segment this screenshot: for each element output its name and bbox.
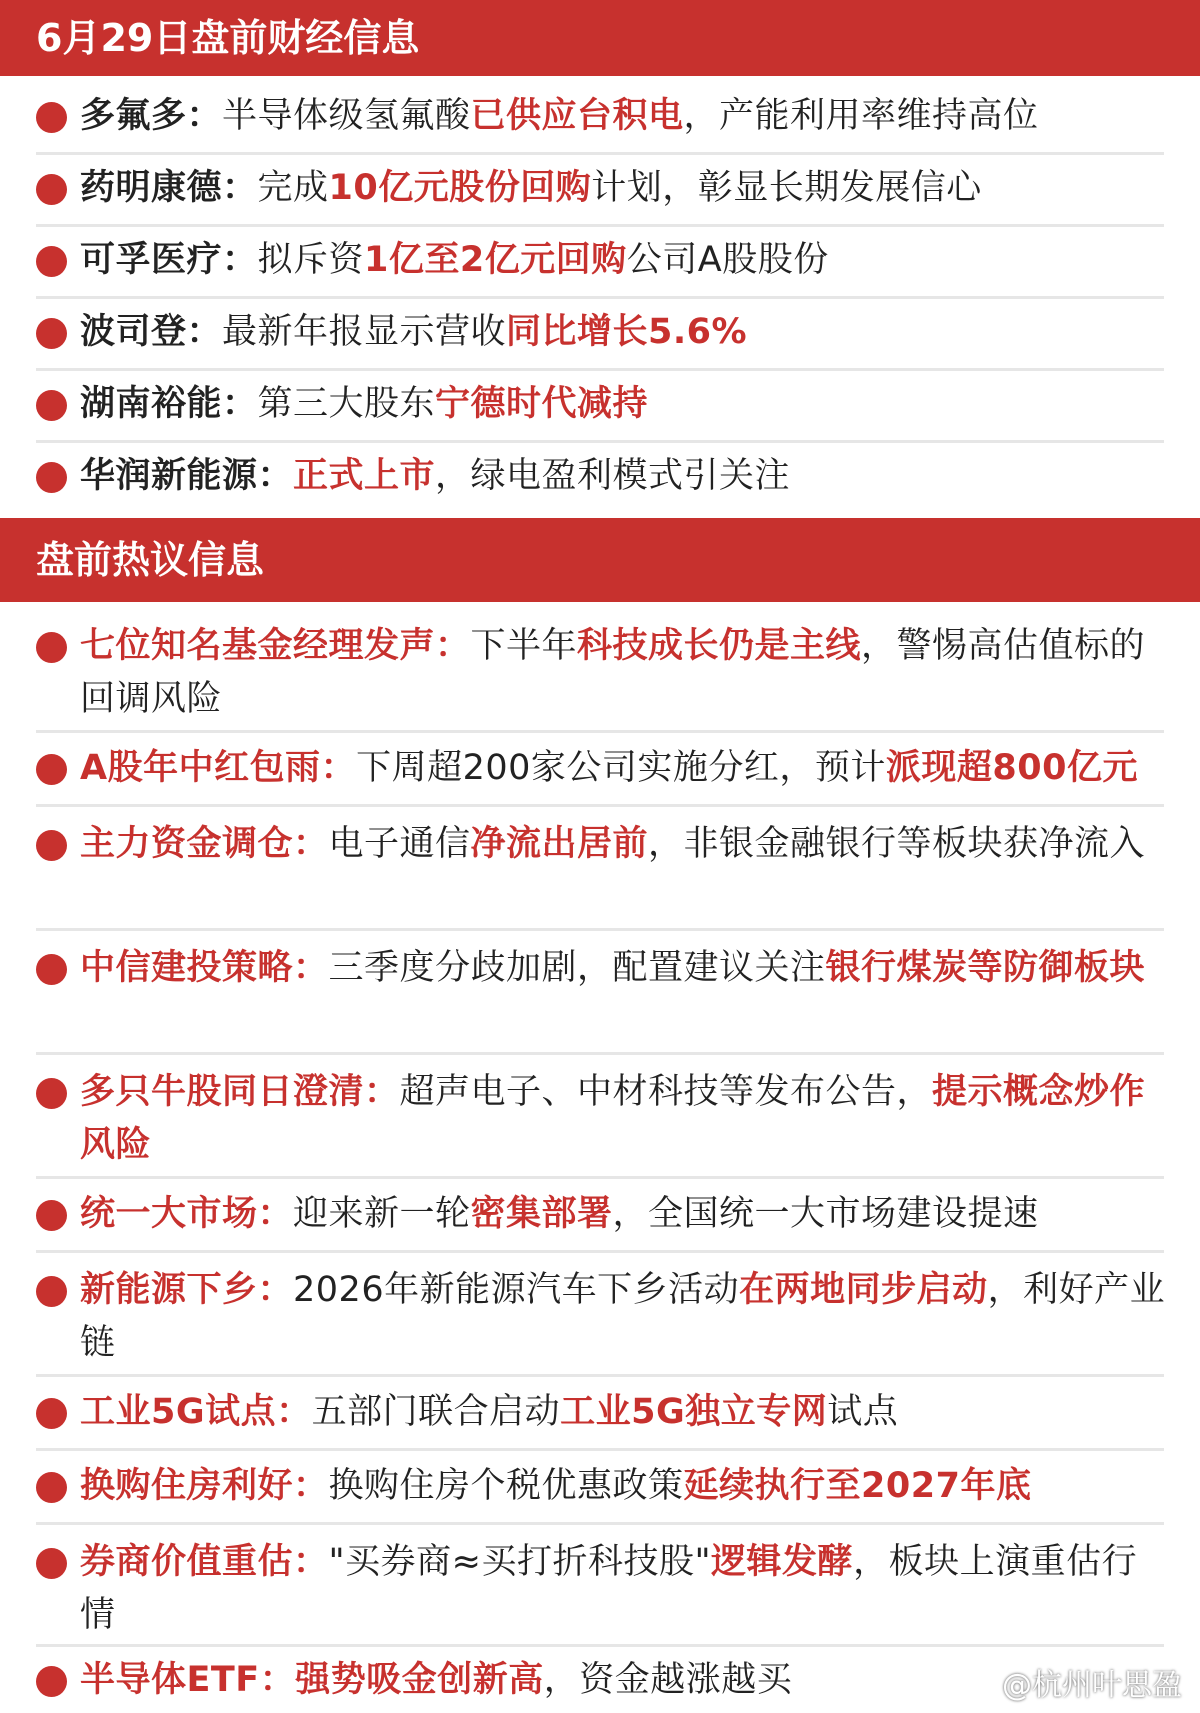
list-item (0, 376, 1200, 436)
item-text: "买券商≈买打折科技股" (328, 1542, 712, 1582)
item-text: 2026年新能源汽车下乡活动 (293, 1270, 740, 1310)
item-text: 试点 (827, 1392, 899, 1432)
item-highlight: 延续执行至2027年底 (683, 1466, 1032, 1506)
list-item (0, 1060, 1200, 1172)
bullet-dot-icon (36, 954, 67, 985)
list-item (0, 88, 1200, 148)
section-header-market-news (0, 0, 1200, 76)
divider (36, 804, 1164, 807)
list-item (0, 614, 1200, 728)
item-highlight: 提示概念炒作风险 (80, 1072, 1146, 1165)
list-item (0, 1184, 1200, 1248)
item-text: ，全国统一大市场建设提速 (612, 1194, 1039, 1234)
divider (36, 730, 1164, 733)
item-highlight: 净流出居前 (470, 824, 649, 864)
item-label: 工业5G试点： (80, 1392, 312, 1432)
watermark: @杭州叶思盈 (1002, 1668, 1182, 1703)
item-label: 统一大市场： (80, 1194, 294, 1234)
item-label: 药明康德： (80, 168, 258, 208)
list-item (0, 304, 1200, 364)
section-header-hot-topics (0, 518, 1200, 602)
item-label: 华润新能源： (80, 456, 294, 496)
item-highlight: 宁德时代减持 (435, 384, 649, 424)
list-item (0, 1456, 1200, 1520)
list-item (0, 160, 1200, 220)
item-text: 完成 (257, 168, 329, 208)
section-title: 盘前热议信息 (36, 538, 265, 582)
divider (36, 1374, 1164, 1377)
bullet-dot-icon (36, 174, 67, 205)
list-item (0, 232, 1200, 292)
item-text: 换购住房个税优惠政策 (328, 1466, 684, 1506)
list-item (0, 1382, 1200, 1446)
item-text: 电子通信 (328, 824, 471, 864)
item-highlight: 正式上市 (293, 456, 436, 496)
bullet-dot-icon (36, 830, 67, 861)
item-label: 七位知名基金经理发声： (80, 626, 471, 666)
bullet-dot-icon (36, 1078, 67, 1109)
list-item (0, 738, 1200, 802)
item-highlight: 10亿元股份回购 (328, 168, 592, 208)
item-text: ，资金越涨越买 (543, 1660, 793, 1700)
item-highlight: 科技成长仍是主线 (577, 626, 862, 666)
item-text: ，绿电盈利模式引关注 (435, 456, 791, 496)
list-item (0, 1258, 1200, 1370)
divider (36, 1644, 1164, 1647)
item-highlight: 逻辑发酵 (711, 1542, 854, 1582)
item-text: 下周超200家公司实施分红，预计 (356, 748, 886, 788)
bullet-dot-icon (36, 1398, 67, 1429)
item-text: ，利好产业链 (80, 1270, 1166, 1363)
divider (36, 368, 1164, 371)
divider (36, 152, 1164, 155)
bullet-dot-icon (36, 102, 67, 133)
item-label: 多氟多： (80, 96, 223, 136)
item-text: 公司A股股份 (626, 240, 829, 280)
divider (36, 1250, 1164, 1253)
item-label: 换购住房利好： (80, 1466, 329, 1506)
divider (36, 928, 1164, 931)
divider (36, 296, 1164, 299)
bullet-dot-icon (36, 318, 67, 349)
item-highlight: 派现超800亿元 (885, 748, 1138, 788)
item-text: 半导体级氢氟酸 (222, 96, 471, 136)
item-highlight: 密集部署 (470, 1194, 613, 1234)
bullet-dot-icon (36, 1200, 67, 1231)
item-text: 五部门联合启动 (311, 1392, 561, 1432)
section-title: 6月29日盘前财经信息 (36, 16, 420, 60)
item-label: 主力资金调仓： (80, 824, 329, 864)
divider (36, 1176, 1164, 1179)
item-text: 迎来新一轮 (293, 1194, 471, 1234)
divider (36, 224, 1164, 227)
bullet-dot-icon (36, 246, 67, 277)
item-label: 中信建投策略： (80, 948, 329, 988)
item-text: ，板块上演重估行情 (80, 1542, 1138, 1635)
bullet-dot-icon (36, 390, 67, 421)
item-highlight: 强势吸金创新高 (295, 1660, 544, 1700)
list-item (0, 448, 1200, 508)
bullet-dot-icon (36, 1472, 67, 1503)
item-text: 第三大股东 (257, 384, 436, 424)
bullet-dot-icon (36, 1276, 67, 1307)
item-text: 下半年 (470, 626, 578, 666)
bullet-dot-icon (36, 1666, 67, 1697)
item-highlight: 同比增长5.6% (506, 312, 748, 352)
bullet-dot-icon (36, 462, 67, 493)
item-highlight: 1亿至2亿元回购 (364, 240, 627, 280)
list-item (0, 1530, 1200, 1642)
item-text: ，警惕高估值标的回调风险 (80, 626, 1146, 719)
item-text: 三季度分歧加剧，配置建议关注 (328, 948, 826, 988)
item-label: A股年中红包雨： (80, 748, 357, 788)
item-text: 计划，彰显长期发展信心 (591, 168, 982, 208)
divider (36, 1522, 1164, 1525)
item-label: 波司登： (80, 312, 223, 352)
item-highlight: 银行煤炭等防御板块 (825, 948, 1146, 988)
list-item (0, 812, 1200, 924)
divider (36, 1052, 1164, 1055)
bullet-dot-icon (36, 754, 67, 785)
item-label: 新能源下乡： (80, 1270, 294, 1310)
item-highlight: 工业5G独立专网 (560, 1392, 828, 1432)
list-item (0, 936, 1200, 1048)
item-label: 可孚医疗： (80, 240, 258, 280)
item-text: 拟斥资 (257, 240, 365, 280)
item-text: 最新年报显示营收 (222, 312, 507, 352)
item-text: 超声电子、中材科技等发布公告， (399, 1072, 933, 1112)
item-label: 券商价值重估： (80, 1542, 329, 1582)
item-text: ，产能利用率维持高位 (683, 96, 1039, 136)
divider (36, 440, 1164, 443)
bullet-dot-icon (36, 1548, 67, 1579)
item-label: 半导体ETF： (80, 1660, 296, 1700)
item-text: ，非银金融银行等板块获净流入 (648, 824, 1146, 864)
divider (36, 1448, 1164, 1451)
item-label: 多只牛股同日澄清： (80, 1072, 400, 1112)
item-highlight: 在两地同步启动 (739, 1270, 988, 1310)
item-label: 湖南裕能： (80, 384, 258, 424)
item-highlight: 已供应台积电 (470, 96, 684, 136)
bullet-dot-icon (36, 632, 67, 663)
